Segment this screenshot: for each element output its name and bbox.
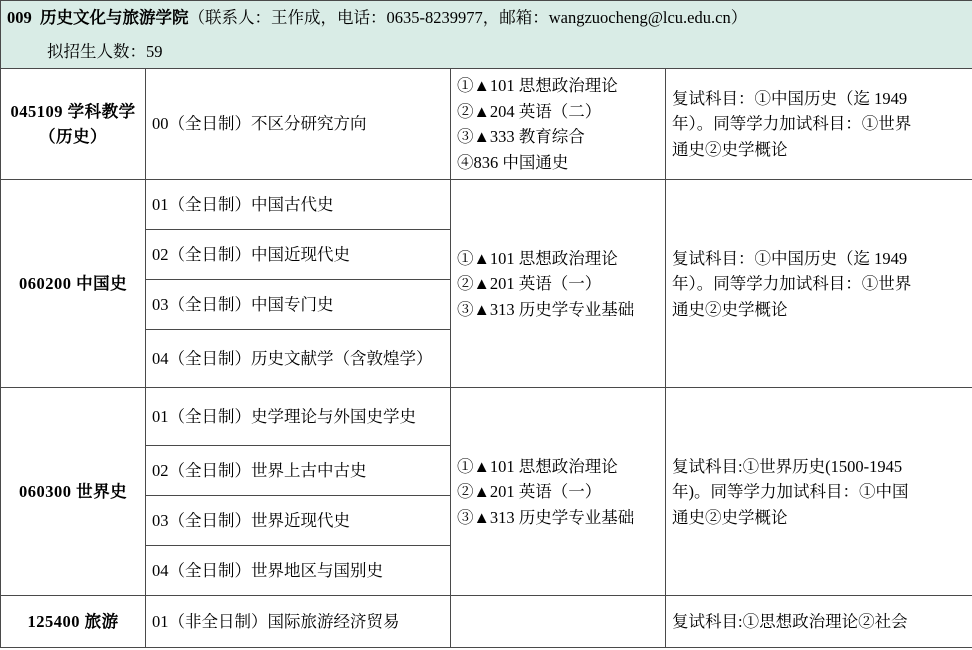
direction-cell: 04（全日制）历史文献学（含敦煌学）	[146, 330, 451, 388]
retest-line: 通史②史学概论	[672, 507, 788, 527]
retest-line: 年）。同等学力加试科目：①世界	[672, 114, 912, 134]
major-cell: 045109 学科教学（历史）	[1, 69, 146, 180]
direction-cell: 03（全日制）中国专门史	[146, 280, 451, 330]
table-row	[1, 388, 972, 446]
college-header-text	[7, 8, 747, 27]
exam-subject-line: ①▲101 思想政治理论	[457, 248, 618, 268]
retest-line: 复试科目：①中国历史（迄 1949	[672, 88, 908, 108]
retest-subjects-cell	[666, 69, 972, 180]
retest-line: 通史②史学概论	[672, 299, 788, 319]
college-code: 009	[7, 8, 32, 27]
college-header-row	[1, 1, 972, 35]
exam-subject-line: ④836 中国通史	[457, 152, 569, 172]
plan-count-text	[7, 42, 163, 61]
exam-subject-line: ②▲201 英语（一）	[457, 274, 602, 294]
exam-subject-line: ②▲204 英语（二）	[457, 101, 602, 121]
exam-subject-line: ③▲333 教育综合	[457, 127, 585, 147]
table-row	[1, 180, 972, 230]
major-cell: 060300 世界史	[1, 388, 146, 596]
direction-cell: 00（全日制）不区分研究方向	[146, 69, 451, 180]
exam-subject-line: ②▲201 英语（一）	[457, 482, 602, 502]
plan-label: 拟招生人数：	[47, 41, 146, 61]
direction-cell: 02（全日制）中国近现代史	[146, 230, 451, 280]
major-cell: 125400 旅游	[1, 596, 146, 648]
retest-subjects-cell	[666, 180, 972, 388]
college-name: 历史文化与旅游学院	[40, 8, 189, 27]
retest-line: 年)。同等学力加试科目：①中国	[672, 482, 909, 502]
retest-line: 年）。同等学力加试科目：①世界	[672, 274, 912, 294]
major-cell: 060200 中国史	[1, 180, 146, 388]
retest-subjects-cell	[666, 596, 972, 648]
exam-subjects-cell	[451, 388, 666, 596]
exam-subjects-cell	[451, 596, 666, 648]
table-row	[1, 69, 972, 180]
table-row	[1, 596, 972, 648]
retest-line: 复试科目:①思想政治理论②社会	[672, 612, 908, 632]
exam-subject-line: ①▲101 思想政治理论	[457, 76, 618, 96]
direction-cell: 01（非全日制）国际旅游经济贸易	[146, 596, 451, 648]
college-contact: （联系人：王作成，电话：0635-8239977，邮箱：wangzuocheng@lcu.edu.cn）	[188, 8, 748, 27]
retest-subjects-cell	[666, 388, 972, 596]
exam-subject-line: ③▲313 历史学专业基础	[457, 299, 635, 319]
direction-cell: 01（全日制）史学理论与外国史学史	[146, 388, 451, 446]
direction-cell: 03（全日制）世界近现代史	[146, 496, 451, 546]
direction-cell: 02（全日制）世界上古中古史	[146, 446, 451, 496]
plan-count-row	[1, 35, 972, 69]
retest-line: 复试科目：①中国历史（迄 1949	[672, 248, 908, 268]
exam-subject-line: ③▲313 历史学专业基础	[457, 507, 635, 527]
retest-line: 复试科目:①世界历史(1500-1945	[672, 456, 903, 476]
plan-count: 59	[146, 41, 163, 61]
direction-cell: 01（全日制）中国古代史	[146, 180, 451, 230]
direction-cell: 04（全日制）世界地区与国别史	[146, 546, 451, 596]
exam-subjects-cell	[451, 69, 666, 180]
exam-subject-line: ①▲101 思想政治理论	[457, 456, 618, 476]
retest-line: 通史②史学概论	[672, 140, 788, 160]
exam-subjects-cell	[451, 180, 666, 388]
